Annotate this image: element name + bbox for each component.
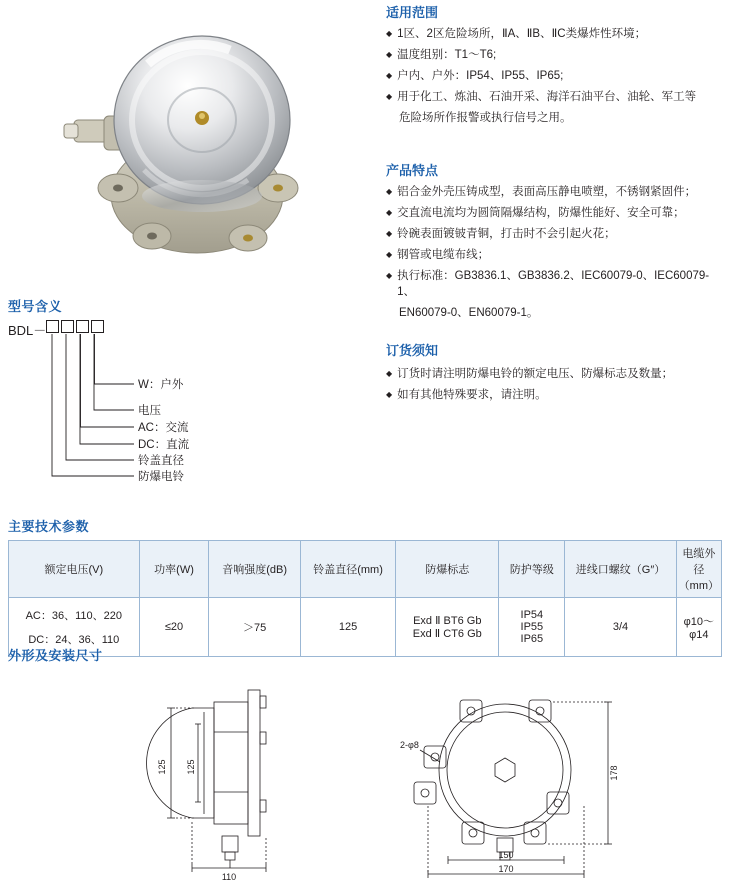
cell-power: ≤20 bbox=[139, 598, 209, 657]
scope-item-text: 温度组别：T1～T6; bbox=[397, 49, 497, 61]
cell-diameter: 125 bbox=[300, 598, 395, 657]
diamond-bullet-icon: ◆ bbox=[386, 29, 393, 38]
features-continuation: EN60079-0、EN60079-1。 bbox=[399, 307, 539, 319]
explosion-proof-bell-photo bbox=[52, 20, 342, 270]
feature-item-text: 执行标准：GB3836.1、GB3836.2、IEC60079-0、IEC60079-1、 bbox=[397, 270, 710, 298]
features-heading: 产品特点 bbox=[386, 163, 439, 178]
dim-right-width-outer: 170 bbox=[498, 864, 514, 874]
model-label-ac: AC：交流 bbox=[138, 422, 189, 434]
dimensions-heading: 外形及安装尺寸 bbox=[8, 648, 103, 663]
list-item bbox=[386, 366, 726, 382]
model-label-outdoor: W：户外 bbox=[138, 379, 184, 391]
scope-continuation: 危险场所作报警或执行信号之用。 bbox=[399, 112, 572, 124]
cell-thread: 3/4 bbox=[565, 598, 676, 657]
dim-right-width-inner: 150 bbox=[498, 850, 514, 860]
diamond-bullet-icon: ◆ bbox=[386, 250, 393, 259]
scope-item-text: 户内、户外：IP54、IP55、IP65; bbox=[397, 70, 564, 82]
model-label-voltage: 电压 bbox=[138, 405, 161, 417]
dim-left-height: 125 bbox=[157, 759, 167, 775]
list-item bbox=[386, 268, 726, 300]
list-item bbox=[386, 184, 726, 200]
cell-ex-mark bbox=[396, 598, 499, 657]
list-item bbox=[386, 47, 726, 63]
feature-item-text: 铃碗表面镀铍青铜，打击时不会引起火花； bbox=[397, 228, 616, 240]
dimension-drawings bbox=[8, 672, 722, 882]
voltage-dc: DC：24、36、110 bbox=[28, 634, 120, 646]
ip-55: IP55 bbox=[520, 621, 544, 633]
diamond-bullet-icon: ◆ bbox=[386, 369, 393, 378]
ip-54: IP54 bbox=[520, 609, 544, 621]
list-item bbox=[386, 68, 726, 84]
diamond-bullet-icon: ◆ bbox=[386, 390, 393, 399]
model-label-product: 防爆电铃 bbox=[138, 471, 184, 483]
scope-list bbox=[386, 26, 726, 126]
list-item bbox=[386, 226, 726, 242]
col-voltage: 额定电压(V) bbox=[9, 541, 140, 598]
dim-hole-callout: 2-φ8 bbox=[400, 740, 419, 750]
list-item bbox=[386, 26, 726, 42]
col-diameter: 铃盖直径(mm) bbox=[300, 541, 395, 598]
table-row bbox=[9, 598, 722, 657]
scope-heading: 适用范围 bbox=[386, 5, 439, 20]
diamond-bullet-icon: ◆ bbox=[386, 229, 393, 238]
scope-item-text: 用于化工、炼油、石油开采、海洋石油平台、油轮、军工等 bbox=[397, 91, 697, 103]
col-ip: 防护等级 bbox=[499, 541, 565, 598]
voltage-ac: AC：36、110、220 bbox=[25, 610, 122, 622]
feature-item-text: 铝合金外壳压铸成型，表面高压静电喷塑，不锈钢紧固件； bbox=[397, 186, 697, 198]
model-diagram bbox=[8, 296, 358, 496]
list-item bbox=[386, 247, 726, 263]
feature-item-text: 交直流电流均为圆筒隔爆结构，防爆性能好、安全可靠； bbox=[397, 207, 685, 219]
model-label-cover-diameter: 铃盖直径 bbox=[138, 455, 184, 467]
spec-heading: 主要技术参数 bbox=[8, 519, 90, 534]
dim-right-height: 178 bbox=[609, 765, 619, 781]
ordering-list bbox=[386, 366, 726, 408]
model-heading: 型号含义 bbox=[8, 299, 63, 314]
col-sound: 音响强度(dB) bbox=[209, 541, 300, 598]
cell-cable: φ10～φ14 bbox=[676, 598, 721, 657]
scope-item-text: 1区、2区危险场所，ⅡA、ⅡB、ⅡC类爆炸性环境； bbox=[397, 28, 647, 40]
list-item bbox=[386, 205, 726, 221]
model-label-dc: DC：直流 bbox=[138, 439, 190, 451]
list-item bbox=[386, 89, 726, 105]
features-list bbox=[386, 184, 726, 321]
list-item bbox=[386, 387, 726, 403]
model-code-prefix: BDL－ bbox=[8, 323, 47, 338]
col-cable: 电缆外径（mm） bbox=[676, 541, 721, 598]
diamond-bullet-icon: ◆ bbox=[386, 271, 393, 280]
col-power: 功率(W) bbox=[139, 541, 209, 598]
dim-left-inner: 125 bbox=[186, 759, 196, 775]
diamond-bullet-icon: ◆ bbox=[386, 50, 393, 59]
diamond-bullet-icon: ◆ bbox=[386, 208, 393, 217]
dim-left-width: 110 bbox=[221, 872, 237, 882]
ordering-item-text: 如有其他特殊要求，请注明。 bbox=[397, 389, 547, 401]
diamond-bullet-icon: ◆ bbox=[386, 187, 393, 196]
diamond-bullet-icon: ◆ bbox=[386, 92, 393, 101]
col-thread: 进线口螺纹（G″） bbox=[565, 541, 676, 598]
spec-table bbox=[8, 540, 722, 657]
feature-item-text: 钢管或电缆布线； bbox=[397, 249, 490, 261]
ex-mark-c: Exd Ⅱ CT6 Gb bbox=[412, 628, 482, 640]
diamond-bullet-icon: ◆ bbox=[386, 71, 393, 80]
cell-sound: ＞75 bbox=[209, 598, 300, 657]
ordering-item-text: 订货时请注明防爆电铃的额定电压、防爆标志及数量； bbox=[397, 368, 674, 380]
ip-65: IP65 bbox=[520, 633, 544, 645]
ex-mark-b: Exd Ⅱ BT6 Gb bbox=[413, 615, 482, 627]
cell-ip bbox=[499, 598, 565, 657]
table-header-row bbox=[9, 541, 722, 598]
col-ex-mark: 防爆标志 bbox=[396, 541, 499, 598]
ordering-heading: 订货须知 bbox=[386, 343, 439, 358]
